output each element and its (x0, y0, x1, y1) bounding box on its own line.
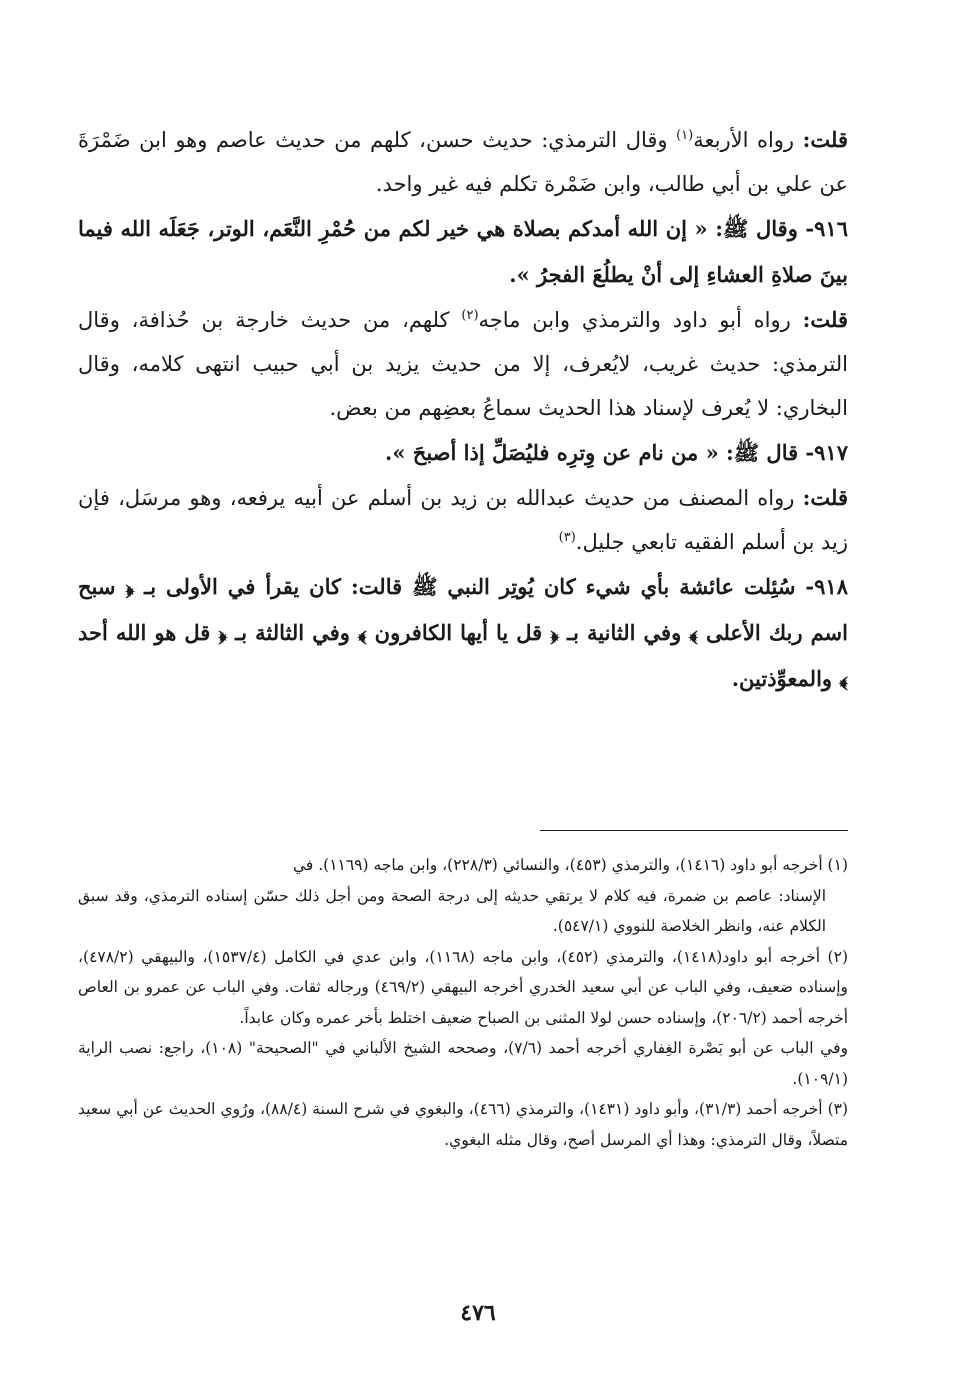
footnote-ref-1[interactable]: (١) (676, 128, 694, 143)
commentary-text: رواه أبو داود والترمذي وابن ماجه (478, 308, 803, 332)
qultu-label: قلت: (802, 485, 848, 510)
footnote-2-continuation: وفي الباب عن أبو بَصْرة الغِفاري أخرجه أحمد (٧/٦)، وصححه الشيخ الألباني في "الصحيحة" (١٠٨)، راجع: نصب الراية (١٠٩/١). (78, 1039, 848, 1088)
footnotes-section (78, 850, 848, 1155)
footnote-ref-2[interactable]: (٢) (461, 308, 479, 323)
main-text (78, 118, 848, 702)
page-number: ٤٧٦ (460, 1300, 496, 1326)
qultu-label: قلت: (802, 127, 848, 152)
commentary-text: وقال الترمذي: حديث حسن، كلهم من حديث عاصم وهو ابن ضَمْرَةَ عن علي بن أبي طالب، وابن ضَمْرة تكلم فيه غير واحد. (78, 128, 848, 196)
footnote-ref-3[interactable]: (٣) (558, 530, 576, 545)
commentary-text: كلهم، من حديث خارجة بن حُذافة، وقال الترمذي: حديث غريب، لايُعرف، إلا من حديث يزيد بن أبي حبيب انتهى كلامه، وقال البخاري: لا يُعرف لإسناد هذا الحديث سماعُ بعضِهم من بعض. (78, 308, 848, 420)
commentary-paragraph-3 (78, 476, 848, 564)
footnote-divider (540, 830, 848, 831)
hadith-918: ٩١٨- سُئِلت عائشة بأي شيء كان يُوتِر النبي ﷺ قالت: كان يقرأ في الأولى بـ ﴿ سبح اسم ربك الأعلى ﴾ وفي الثانية بـ ﴿ قل يا أيها الكافرون ﴾ وفي الثالثة بـ ﴿ قل هو الله أحد ﴾ والمعوِّذتين. (78, 574, 848, 691)
qultu-label: قلت: (802, 307, 849, 332)
commentary-paragraph-2 (78, 298, 848, 430)
hadith-916: ٩١٦- وقال ﷺ: « إن الله أمدكم بصلاة هي خير لكم من حُمْرِ النَّعَم، الوتر، جَعَلَه الله فيما بينَ صلاةِ العشاءِ إلى أنْ يطلُعَ الفجرُ ». (78, 216, 848, 287)
footnote-1: (١) أخرجه أبو داود (١٤١٦)، والترمذي (٤٥٣)، والنسائي (٢٢٨/٣)، وابن ماجه (١١٦٩). في (292, 856, 848, 874)
commentary-text: رواه المصنف من حديث عبدالله بن زيد بن أسلم عن أبيه يرفعه، وهو مرسَل، فإن زيد بن أسلم الفقيه تابعي جليل. (78, 486, 848, 554)
hadith-917: ٩١٧- قال ﷺ: « من نام عن وِترِه فليُصَلِّ إذا أصبحَ ». (385, 440, 848, 465)
commentary-text: رواه الأربعة (693, 128, 803, 152)
footnote-1-continuation: الإسناد: عاصم بن ضمرة، فيه كلام لا يرتقي حديثه إلى درجة الصحة ومن أجل ذلك حسّن إسناده الترمذي، وقد سبق الكلام عنه، وانظر الخلاصة للنووي (٥٤٧/١). (78, 886, 826, 935)
footnote-3: (٣) أخرجه أحمد (٣١/٣)، وأبو داود (١٤٣١)، والترمذي (٤٦٦)، والبغوي في شرح السنة (٨٨/٤)، ورُوي الحديث عن أبي سعيد متصلاً، وقال الترمذي: وهذا أي المرسل أصح، وقال مثله البغوي. (78, 1100, 849, 1149)
commentary-paragraph-1 (78, 118, 848, 206)
footnote-2: (٢) أخرجه أبو داود(١٤١٨)، والترمذي (٤٥٢)، وابن ماجه (١١٦٨)، وابن عدي في الكامل (١٥٣٧/٤)، والبيهقي (٤٧٨/٢)، وإسناده ضعيف، وفي الباب عن أبي سعيد الخدري أخرجه البيهقي (٤٦٩/٢) ورجاله ثقات. وفي الباب عن عمرو بن العاص أخرجه أحمد (٢٠٦/٢)، وإسناده حسن لولا المثنى بن الصباح ضعيف اختلط بأخر عمره وكان عابداً. (78, 947, 848, 1027)
